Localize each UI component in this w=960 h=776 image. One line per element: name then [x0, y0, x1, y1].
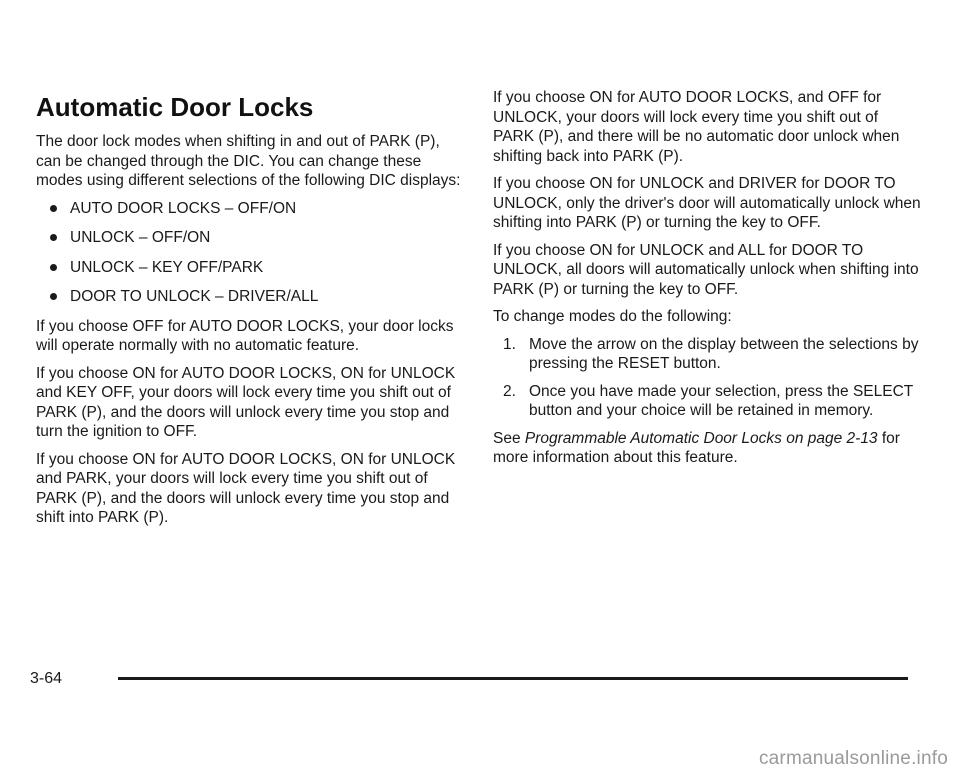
- list-item: AUTO DOOR LOCKS – OFF/ON: [48, 199, 466, 219]
- bullet-icon: [50, 264, 57, 271]
- watermark: carmanualsonline.info: [758, 748, 948, 769]
- paragraph-auto-off: If you choose OFF for AUTO DOOR LOCKS, your door locks will operate normally with no automatic feature.: [36, 317, 454, 354]
- bullet-icon: [50, 205, 57, 212]
- paragraph-all: If you choose ON for UNLOCK and ALL for DOOR TO UNLOCK, all doors will automatically unlock when shifting into PARK (P) or turning the key to OFF.: [493, 241, 919, 298]
- steps-list: [493, 335, 923, 421]
- paragraph-unlock-off: If you choose ON for AUTO DOOR LOCKS, and OFF for UNLOCK, your doors will lock every time you shift out of PARK (P), and there will be no automatic door unlock when shifting back into PARK (P).: [493, 89, 900, 165]
- list-item: UNLOCK – OFF/ON: [48, 228, 466, 248]
- paragraph-park: If you choose ON for AUTO DOOR LOCKS, ON for UNLOCK and PARK, your doors will lock every time you shift out of PARK (P), and the doors will unlock every time you stop and shift into PARK (P).: [36, 450, 456, 526]
- paragraph-driver: If you choose ON for UNLOCK and DRIVER for DOOR TO UNLOCK, only the driver's door will automatically unlock when shifting into PARK (P) or turning the key to OFF.: [493, 175, 921, 231]
- list-item: DOOR TO UNLOCK – DRIVER/ALL: [48, 287, 466, 307]
- paragraph-key-off: If you choose ON for AUTO DOOR LOCKS, ON for UNLOCK and KEY OFF, your doors will lock every time you shift out of PARK (P), and the doors will unlock every time you stop and turn the ignition to OFF.: [36, 364, 456, 440]
- left-column: [36, 92, 466, 536]
- list-item: 1. Move the arrow on the display between the selections by pressing the RESET button.: [503, 335, 919, 372]
- bullet-icon: [50, 234, 57, 241]
- bullet-icon: [50, 293, 57, 300]
- list-item: 2. Once you have made your selection, press the SELECT button and your choice will be retained in memory.: [503, 382, 913, 419]
- page-number: 3-64: [30, 670, 63, 687]
- cross-reference-link[interactable]: Programmable Automatic Door Locks on page 2-13: [524, 429, 878, 447]
- section-title: Automatic Door Locks: [36, 92, 314, 122]
- list-item: UNLOCK – KEY OFF/PARK: [48, 258, 466, 278]
- right-column: [493, 88, 923, 476]
- dic-display-list: [36, 199, 466, 307]
- footer-rule: [118, 677, 908, 680]
- see-reference-paragraph: See Programmable Automatic Door Locks on page 2-13 for more information about this feature.: [493, 429, 900, 466]
- steps-intro: To change modes do the following:: [493, 308, 732, 325]
- intro-paragraph: The door lock modes when shifting in and out of PARK (P), can be changed through the DIC. You can change these modes using different selections of the following DIC displays:: [36, 133, 461, 189]
